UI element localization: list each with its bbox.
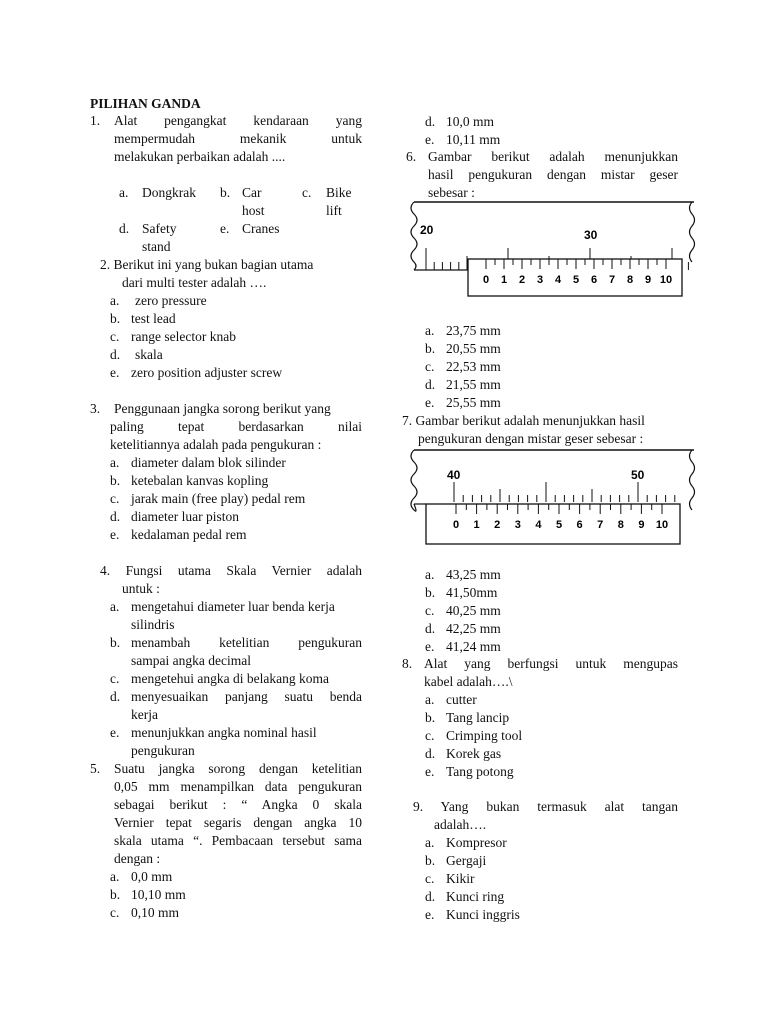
option-text: Tang potong (446, 764, 514, 779)
question-text: Gambar berikut adalah menunjukkan (428, 149, 678, 164)
vernier-scale-label: 2 (518, 274, 526, 286)
option-text: Cranes (242, 221, 280, 236)
option-text: 10,0 mm (446, 114, 495, 129)
option-text: Crimping tool (446, 728, 523, 743)
option-label: b. (425, 585, 436, 600)
option-text: diameter dalam blok silinder (131, 455, 286, 470)
vernier-scale-label: 7 (608, 274, 616, 286)
vernier-scale-label: 6 (576, 519, 583, 531)
option-text: range selector knab (131, 329, 236, 344)
vernier-scale-label: 3 (536, 274, 544, 286)
option-text: 41,50mm (446, 585, 498, 600)
option-label: b. (220, 185, 231, 200)
option-text: kerja (131, 707, 158, 722)
vernier-scale-label: 0 (482, 274, 490, 286)
option-label: a. (110, 455, 120, 470)
question-text: dari multi tester adalah …. (122, 275, 267, 290)
question-text: adalah…. (434, 817, 487, 832)
right-break-line (690, 202, 695, 262)
option-text: Kompresor (446, 835, 507, 850)
main-scale-label: 40 (447, 468, 461, 482)
option-text: 0,0 mm (131, 869, 173, 884)
option-label: b. (110, 311, 121, 326)
option-text: Bike (326, 185, 352, 200)
option-label: e. (110, 527, 120, 542)
vernier-scale-label: 5 (555, 519, 563, 531)
vernier-scale-label: 7 (597, 519, 604, 531)
question-text: Alat pengangkat kendaraan yang (114, 113, 362, 128)
question-text: 7. Gambar berikut adalah menunjukkan hasil (402, 413, 645, 428)
option-label: c. (302, 185, 312, 200)
option-text: menunjukkan angka nominal hasil (131, 725, 317, 740)
option-label: c. (425, 359, 435, 374)
vernier-scale-label: 9 (644, 274, 652, 286)
option-text: 42,25 mm (446, 621, 501, 636)
section-title: PILIHAN GANDA (90, 96, 201, 111)
option-text: Safety (142, 221, 177, 236)
vernier-scale-label: 0 (452, 519, 460, 531)
vernier-caliper-figure-6 (404, 198, 704, 300)
option-text: menyesuaikan panjang suatu benda (131, 689, 362, 704)
option-label: b. (425, 710, 436, 725)
question-text: 4. Fungsi utama Skala Vernier adalah (100, 563, 362, 578)
question-text: Suatu jangka sorong dengan ketelitian (114, 761, 362, 776)
main-scale-label: 30 (584, 228, 598, 242)
question-number: 1. (90, 113, 101, 128)
option-label: d. (425, 889, 436, 904)
option-label: e. (220, 221, 230, 236)
vernier-scale-label: 10 (655, 519, 669, 531)
option-text: Kunci ring (446, 889, 505, 904)
option-text: zero pressure (135, 293, 207, 308)
vernier-scale-label: 10 (659, 274, 673, 286)
option-text: test lead (131, 311, 176, 326)
question-number: 3. (90, 401, 101, 416)
right-break-line (690, 450, 695, 510)
vernier-scale-label: 4 (554, 274, 562, 286)
option-label: c. (425, 871, 435, 886)
option-text: sampai angka decimal (131, 653, 251, 668)
question-text: 2. Berikut ini yang bukan bagian utama (100, 257, 314, 272)
option-text: skala (135, 347, 163, 362)
option-text: Kunci inggris (446, 907, 520, 922)
question-number: 6. (406, 149, 417, 164)
question-text: Alat yang berfungsi untuk mengupas (424, 656, 678, 671)
question-text: sebesar : (428, 185, 475, 200)
option-label: b. (425, 853, 436, 868)
vernier-scale-label: 8 (617, 519, 624, 531)
option-text: diameter luar piston (131, 509, 239, 524)
vernier-scale-label: 1 (473, 519, 480, 531)
option-text: 20,55 mm (446, 341, 501, 356)
option-text: 10,10 mm (131, 887, 186, 902)
option-text: jarak main (free play) pedal rem (131, 491, 306, 506)
option-text: cutter (446, 692, 477, 707)
option-text: 0,10 mm (131, 905, 180, 920)
option-label: d. (110, 347, 121, 362)
option-label: c. (110, 329, 120, 344)
option-label: e. (425, 132, 435, 147)
option-label: e. (425, 395, 435, 410)
option-label: c. (110, 905, 120, 920)
question-text: sebagai berikut : “ Angka 0 skala (114, 797, 362, 812)
question-text: Vernier tepat segaris dengan angka 10 (114, 815, 362, 830)
option-text: Kikir (446, 871, 475, 886)
option-text: Korek gas (446, 746, 502, 761)
option-text: zero position adjuster screw (131, 365, 283, 380)
option-text: menambah ketelitian pengukuran (131, 635, 362, 650)
question-number: 5. (90, 761, 101, 776)
vernier-scale-label: 6 (590, 274, 598, 286)
question-text: 0,05 mm menampilkan data pengukuran (114, 779, 362, 794)
option-text: Car (242, 185, 262, 200)
option-text: 40,25 mm (446, 603, 501, 618)
question-text: ketelitiannya adalah pada pengukuran : (110, 437, 322, 452)
option-label: b. (425, 341, 436, 356)
question-text: skala utama “. Pembacaan tersebut sama (114, 833, 362, 848)
option-label: d. (110, 689, 121, 704)
left-break-line (411, 202, 417, 270)
question-text: pengukuran dengan mistar geser sebesar : (418, 431, 644, 446)
option-label: b. (110, 887, 121, 902)
option-label: a. (110, 869, 120, 884)
option-label: a. (425, 692, 435, 707)
option-text: mengetehui angka di belakang koma (131, 671, 329, 686)
option-label: d. (425, 114, 436, 129)
option-label: d. (110, 509, 121, 524)
vernier-scale-label: 5 (572, 274, 580, 286)
question-text: kabel adalah….\ (424, 674, 513, 689)
option-label: a. (425, 323, 435, 338)
option-label: a. (110, 293, 120, 308)
option-label: d. (425, 621, 436, 636)
option-text: stand (142, 239, 171, 254)
vernier-caliper-figure-7 (404, 446, 704, 548)
question-text: melakukan perbaikan adalah .... (114, 149, 286, 164)
option-text: lift (326, 203, 342, 218)
option-label: e. (425, 764, 435, 779)
option-text: 22,53 mm (446, 359, 501, 374)
question-text: dengan : (114, 851, 161, 866)
option-text: mengetahui diameter luar benda kerja (131, 599, 335, 614)
option-text: Gergaji (446, 853, 487, 868)
question-text: mempermudah mekanik untuk (114, 131, 362, 146)
option-text: silindris (131, 617, 175, 632)
option-text: Dongkrak (142, 185, 196, 200)
option-label: c. (110, 491, 120, 506)
option-text: Tang lancip (446, 710, 510, 725)
main-scale-label: 50 (631, 468, 645, 482)
option-label: b. (110, 635, 121, 650)
option-label: a. (425, 567, 435, 582)
option-label: a. (110, 599, 120, 614)
question-text: Penggunaan jangka sorong berikut yang (114, 401, 331, 416)
option-label: d. (425, 746, 436, 761)
option-label: a. (119, 185, 129, 200)
option-text: pengukuran (131, 743, 195, 758)
option-text: kedalaman pedal rem (131, 527, 247, 542)
option-text: 21,55 mm (446, 377, 501, 392)
option-label: e. (110, 725, 120, 740)
option-label: d. (425, 377, 436, 392)
option-label: c. (425, 728, 435, 743)
option-label: e. (425, 639, 435, 654)
option-label: a. (425, 835, 435, 850)
vernier-scale-label: 9 (638, 519, 645, 531)
option-text: host (242, 203, 265, 218)
question-text: hasil pengukuran dengan mistar geser (428, 167, 678, 182)
question-text: paling tepat berdasarkan nilai (110, 419, 362, 434)
option-label: d. (119, 221, 130, 236)
vernier-scale-label: 1 (500, 274, 508, 286)
option-text: 41,24 mm (446, 639, 501, 654)
option-label: c. (110, 671, 120, 686)
question-text: 9. Yang bukan termasuk alat tangan (413, 799, 678, 814)
option-label: c. (425, 603, 435, 618)
option-label: e. (110, 365, 120, 380)
vernier-scale-label: 8 (626, 274, 634, 286)
option-text: 43,25 mm (446, 567, 501, 582)
vernier-scale-label: 2 (494, 519, 501, 531)
option-text: 23,75 mm (446, 323, 501, 338)
option-text: 25,55 mm (446, 395, 501, 410)
vernier-scale-label: 4 (535, 519, 542, 531)
option-text: ketebalan kanvas kopling (131, 473, 269, 488)
left-break-line (411, 450, 417, 511)
vernier-scale-label: 3 (514, 519, 521, 531)
question-text: untuk : (122, 581, 160, 596)
option-label: b. (110, 473, 121, 488)
question-number: 8. (402, 656, 413, 671)
option-label: e. (425, 907, 435, 922)
option-text: 10,11 mm (446, 132, 501, 147)
main-scale-label: 20 (420, 223, 434, 237)
